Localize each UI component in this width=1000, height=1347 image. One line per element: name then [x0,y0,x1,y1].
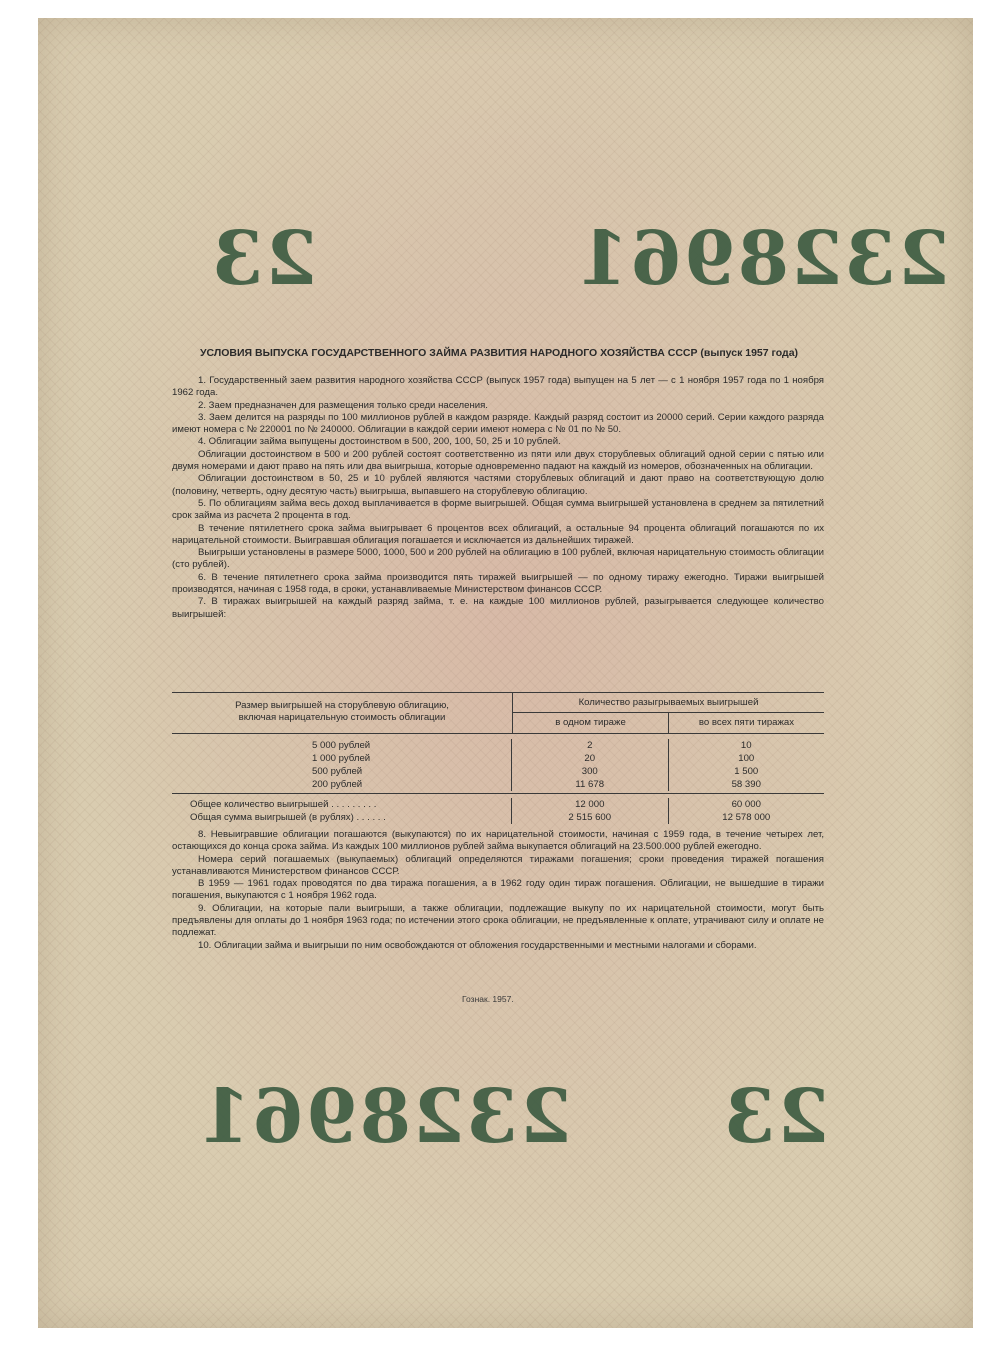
paragraph: Выигрыши установлены в размере 5000, 1000, 500 и 200 рублей на облигацию в 100 рублей, включая нарицательную стоимость облигации (сто рублей). [172,547,824,571]
total-sum-five: 12 578 000 [722,812,771,823]
one-draw-cell: 2 [587,740,593,751]
five-draws-cell: 58 390 [731,779,761,790]
one-draw-cell: 20 [584,753,596,764]
total-count-one: 12 000 [575,799,605,810]
five-draws-cell: 10 [740,740,752,751]
serial-number-top: 2328961 [575,216,950,302]
printer-imprint: Гознак. 1957. [462,994,514,1004]
paragraph: В течение пятилетнего срока займа выигрывает 6 процентов всех облигаций, а остальные 94 процента облигаций погашаются по их нарицательной стоимости. Выигравшая облигация погашается и исключается из дальнейших тиражей. [172,522,824,546]
prize-size-cell: 200 рублей [312,779,363,790]
total-count-label: Общее количество выигрышей . . . . . . . . . [190,799,377,810]
conditions-text-part1 [172,375,824,621]
prize-table-totals [172,794,824,824]
prize-size-cell: 500 рублей [312,766,363,777]
one-draw-cell: 300 [581,766,598,777]
paragraph: Номера серий погашаемых (выкупаемых) облигаций определяются тиражами погашения; сроки проведения тиражей погашения устанавливаются Министерством финансов СССР. [172,853,824,877]
series-number-top: 23 [210,216,317,302]
five-draws-cell: 1 500 [734,766,759,777]
prize-table [172,692,824,824]
paragraph: 5. По облигациям займа весь доход выплачивается в форме выигрышей. Общая сумма выигрышей установлена в среднем за пятилетний срок займа из расчета 2 процента в год. [172,497,824,522]
paragraph: Облигации достоинством в 50, 25 и 10 рублей являются частями сторублевых облигаций и дают право на соответствующую долю (половину, четверть, одну десятую часть) выигрыша, выпавшего на сторублевую облигацию. [172,473,824,497]
paragraph: Облигации достоинством в 500 и 200 рублей состоят соответственно из пяти или двух сторублевых облигаций одной серии с пятью или двумя номерами и дают право на пять или два выигрыша, которые одновременно падают на каждый из номеров, обозначенных на облигации. [172,448,824,473]
paragraph: 2. Заем предназначен для размещения только среди населения. [198,399,488,411]
one-draw-cell: 11 678 [575,779,605,790]
paragraph: 6. В течение пятилетнего срока займа производится пять тиражей выигрышей — по одному тиражу ежегодно. Тиражи выигрышей производятся, начиная с 1958 года, в сроки, устанавливаемые Министерством финансов СССР. [172,571,824,596]
conditions-text-part2 [172,829,824,952]
prize-size-cell: 5 000 рублей [312,740,371,751]
prize-size-header [172,693,513,733]
paragraph: В 1959 — 1961 годах проводятся по два тиража погашения, а в 1962 году один тираж погашения. Облигации, не вышедшие в тиражи погашения, выкупаются с 1 ноября 1962 года. [172,878,824,902]
prize-size-header-line2: включая нарицательную стоимость облигации [238,712,446,723]
paragraph: 10. Облигации займа и выигрыши по ним освобождаются от обложения государственными и местными налогами и сборами. [198,939,757,951]
paragraph: 4. Облигации займа выпущены достоинством в 500, 200, 100, 50, 25 и 10 рублей. [198,436,561,448]
serial-number-bottom: 2328961 [197,1074,572,1160]
total-sum-label: Общая сумма выигрышей (в рублях) . . . . . . [190,812,386,823]
series-number-bottom: 23 [722,1074,829,1160]
total-sum-one: 2 515 600 [568,812,612,823]
prize-count-group-header: Количество разыгрываемых выигрышей [513,693,824,713]
prize-size-header-line1: Размер выигрышей на сторублевую облигацию, [235,700,449,711]
paragraph: 3. Заем делится на разряды по 100 миллионов рублей в каждом разряде. Каждый разряд состоит из 20000 серий. Серии каждого разряда имеют номера с № 220001 по № 240000. Облигации в каждой серии имеют номера с № 01 по № 50. [172,411,824,436]
prize-table-body [172,734,824,794]
paragraph: 9. Облигации, на которые пали выигрыши, а также облигации, подлежащие выкупу по их нарицательной стоимости, могут быть предъявлены для оплаты до 1 ноября 1963 года; по истечении этого срока облигации, не предъявленные к оплате, утрачивают силу и оплате не подлежат. [172,902,824,939]
total-count-five: 60 000 [731,799,761,810]
prize-table-header [172,693,824,734]
conditions-title: УСЛОВИЯ ВЫПУСКА ГОСУДАРСТВЕННОГО ЗАЙМА РАЗВИТИЯ НАРОДНОГО ХОЗЯЙСТВА СССР (выпуск 1957 года) [200,347,799,359]
prize-size-cell: 1 000 рублей [312,753,371,764]
paragraph: 1. Государственный заем развития народного хозяйства СССР (выпуск 1957 года) выпущен на 5 лет — с 1 ноября 1957 года по 1 ноября 1962 года. [172,375,824,399]
one-draw-header: в одном тираже [513,713,669,733]
paragraph: 7. В тиражах выигрышей на каждый разряд займа, т. е. на каждые 100 миллионов рублей, разыгрывается следующее количество выигрышей: [172,596,824,620]
five-draws-cell: 100 [738,753,755,764]
paragraph: 8. Невыигравшие облигации погашаются (выкупаются) по их нарицательной стоимости, начиная с 1959 года, в течение четырех лет, остающихся до конца срока займа. Из каждых 100 миллионов рублей займа выкупается облигаций на 23.500.000 рублей ежегодно. [172,829,824,853]
five-draws-header: во всех пяти тиражах [698,717,795,728]
